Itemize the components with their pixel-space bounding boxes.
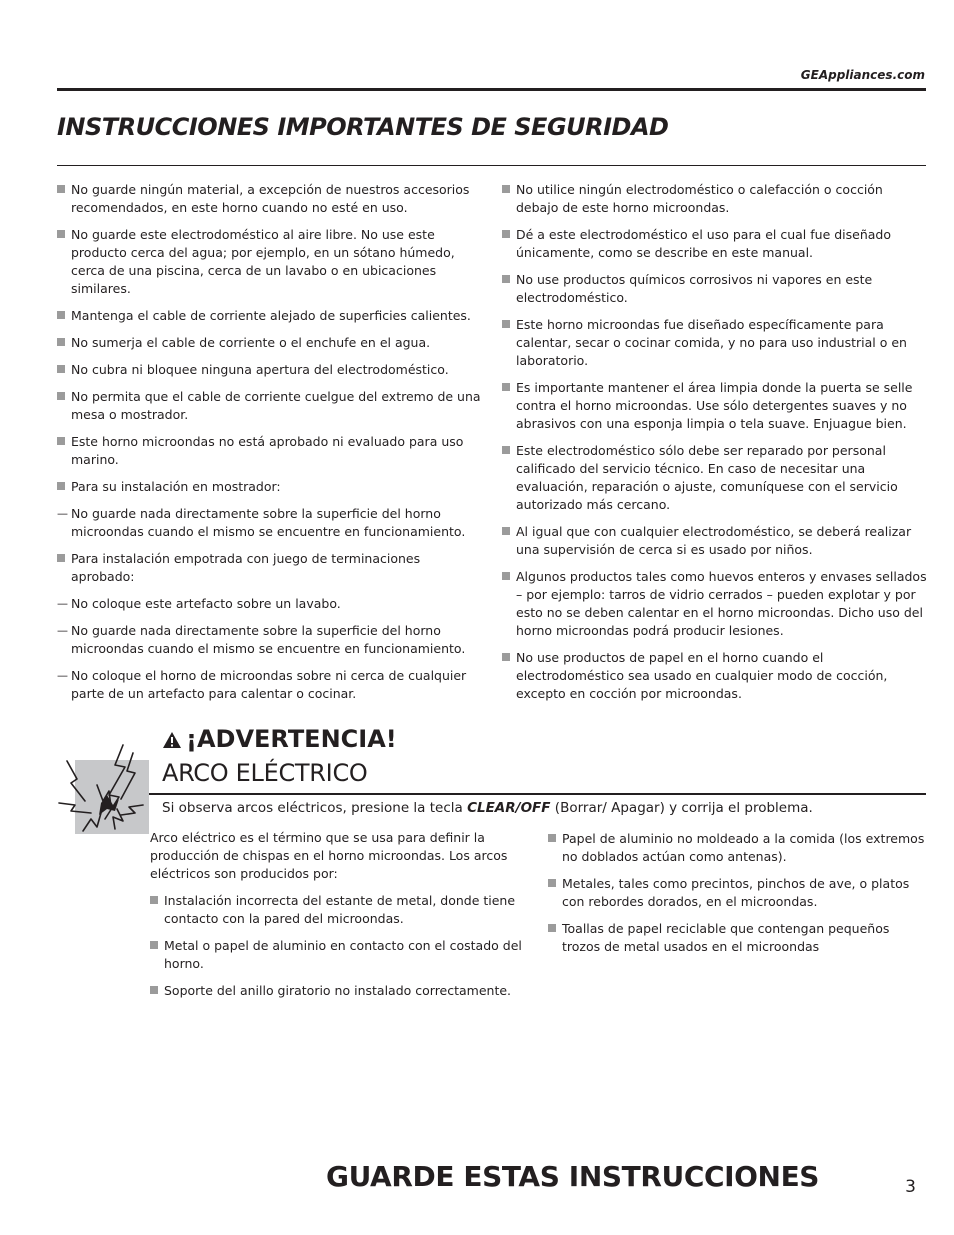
- bullet-list-item: No guarde este electrodoméstico al aire libre. No use este producto cerca del agua; por ejemplo, en un sótano húmedo, cerca de una piscina, cerca de un lavabo o en ubicaciones similares.: [57, 226, 483, 298]
- bullet-list-item: Papel de aluminio no moldeado a la comida (los extremos no doblados actúan como antenas).: [548, 830, 928, 866]
- bullet-list-item: Instalación incorrecta del estante de metal, donde tiene contacto con la pared del microondas.: [150, 892, 530, 928]
- bullet-list-item: Para instalación empotrada con juego de terminaciones aprobado:: [57, 550, 483, 586]
- arc-intro: Arco eléctrico es el término que se usa para definir la producción de chispas en el horno microondas. Los arcos eléctricos son producidos por:: [150, 830, 508, 881]
- clear-off-key-label: CLEAR/OFF: [467, 800, 551, 816]
- bullet-list-item: No sumerja el cable de corriente o el enchufe en el agua.: [57, 334, 483, 352]
- save-instructions-title: GUARDE ESTAS INSTRUCCIONES: [326, 1160, 820, 1193]
- bullet-list-item: No cubra ni bloquee ninguna apertura del electrodoméstico.: [57, 361, 483, 379]
- bullet-list-item: Este electrodoméstico sólo debe ser reparado por personal calificado del servicio técnico. En caso de necesitar una evaluación, reparación o ajuste, comuníquese con el servicio autorizado más cercano.: [502, 442, 928, 514]
- bullet-list-item: Metal o papel de aluminio en contacto con el costado del horno.: [150, 937, 530, 973]
- bullet-list-item: Toallas de papel reciclable que contengan pequeños trozos de metal usados en el microondas: [548, 920, 928, 956]
- bullet-list-item: No use productos químicos corrosivos ni vapores en este electrodoméstico.: [502, 271, 928, 307]
- electric-arc-icon: [57, 743, 149, 835]
- title-rule: [57, 165, 926, 166]
- arc-causes-right: [548, 830, 928, 965]
- website-url: GEAppliances.com: [800, 68, 925, 82]
- bullet-list-item: No guarde ningún material, a excepción de nuestros accesorios recomendados, en este horno cuando no esté en uso.: [57, 181, 483, 217]
- bullet-list-item: No permita que el cable de corriente cuelgue del extremo de una mesa o mostrador.: [57, 388, 483, 424]
- dash-list-item: — No coloque el horno de microondas sobre ni cerca de cualquier parte de un artefacto para calentar o cocinar.: [57, 667, 483, 703]
- bullet-list-item: Al igual que con cualquier electrodoméstico, se deberá realizar una supervisión de cerca si es usado por niños.: [502, 523, 928, 559]
- warning-rule: [149, 793, 926, 795]
- bullet-list-item: Metales, tales como precintos, pinchos de ave, o platos con rebordes dorados, en el microondas.: [548, 875, 928, 911]
- page-number: 3: [905, 1177, 916, 1197]
- left-safety-list: [57, 181, 483, 712]
- warning-message-after: (Borrar/ Apagar) y corrija el problema.: [550, 800, 813, 816]
- bullet-list-item: Algunos productos tales como huevos enteros y envases sellados – por ejemplo: tarros de vidrio cerrados – pueden explotar y por esto no se deben calentar en el horno microondas. Dicho uso del horno microondas podrá producir lesiones.: [502, 568, 928, 640]
- bullet-list-item: No utilice ningún electrodoméstico o calefacción o cocción debajo de este horno microondas.: [502, 181, 928, 217]
- warning-subheading: ARCO ELÉCTRICO: [162, 759, 368, 787]
- bullet-list-item: Mantenga el cable de corriente alejado de superficies calientes.: [57, 307, 483, 325]
- header-rule: [57, 88, 926, 91]
- bullet-list-item: Dé a este electrodoméstico el uso para el cual fue diseñado únicamente, como se describe en este manual.: [502, 226, 928, 262]
- warning-triangle-icon: [162, 731, 182, 749]
- bullet-list-item: Este horno microondas no está aprobado ni evaluado para uso marino.: [57, 433, 483, 469]
- warning-heading: [162, 725, 397, 753]
- right-safety-list: [502, 181, 928, 712]
- bullet-list-item: Para su instalación en mostrador:: [57, 478, 483, 496]
- bullet-list-item: Es importante mantener el área limpia donde la puerta se selle contra el horno microondas. Use sólo detergentes suaves y no abrasivos con una esponja limpia o tela suave. Enjuague bien.: [502, 379, 928, 433]
- page-title: INSTRUCCIONES IMPORTANTES DE SEGURIDAD: [57, 113, 669, 141]
- warning-message: [162, 800, 813, 816]
- dash-list-item: — No guarde nada directamente sobre la superficie del horno microondas cuando el mismo se encuentre en funcionamiento.: [57, 622, 483, 658]
- warning-heading-text: ¡ADVERTENCIA!: [186, 725, 397, 753]
- bullet-list-item: No use productos de papel en el horno cuando el electrodoméstico sea usado en cualquier modo de cocción, excepto en cocción por microondas.: [502, 649, 928, 703]
- bullet-list-item: Soporte del anillo giratorio no instalado correctamente.: [150, 982, 530, 1000]
- dash-list-item: — No coloque este artefacto sobre un lavabo.: [57, 595, 483, 613]
- bullet-list-item: Este horno microondas fue diseñado específicamente para calentar, secar o cocinar comida, y no para uso industrial o en laboratorio.: [502, 316, 928, 370]
- arc-causes-left: [150, 829, 530, 1009]
- dash-list-item: — No guarde nada directamente sobre la superficie del horno microondas cuando el mismo se encuentre en funcionamiento.: [57, 505, 483, 541]
- warning-message-before: Si observa arcos eléctricos, presione la tecla: [162, 800, 468, 816]
